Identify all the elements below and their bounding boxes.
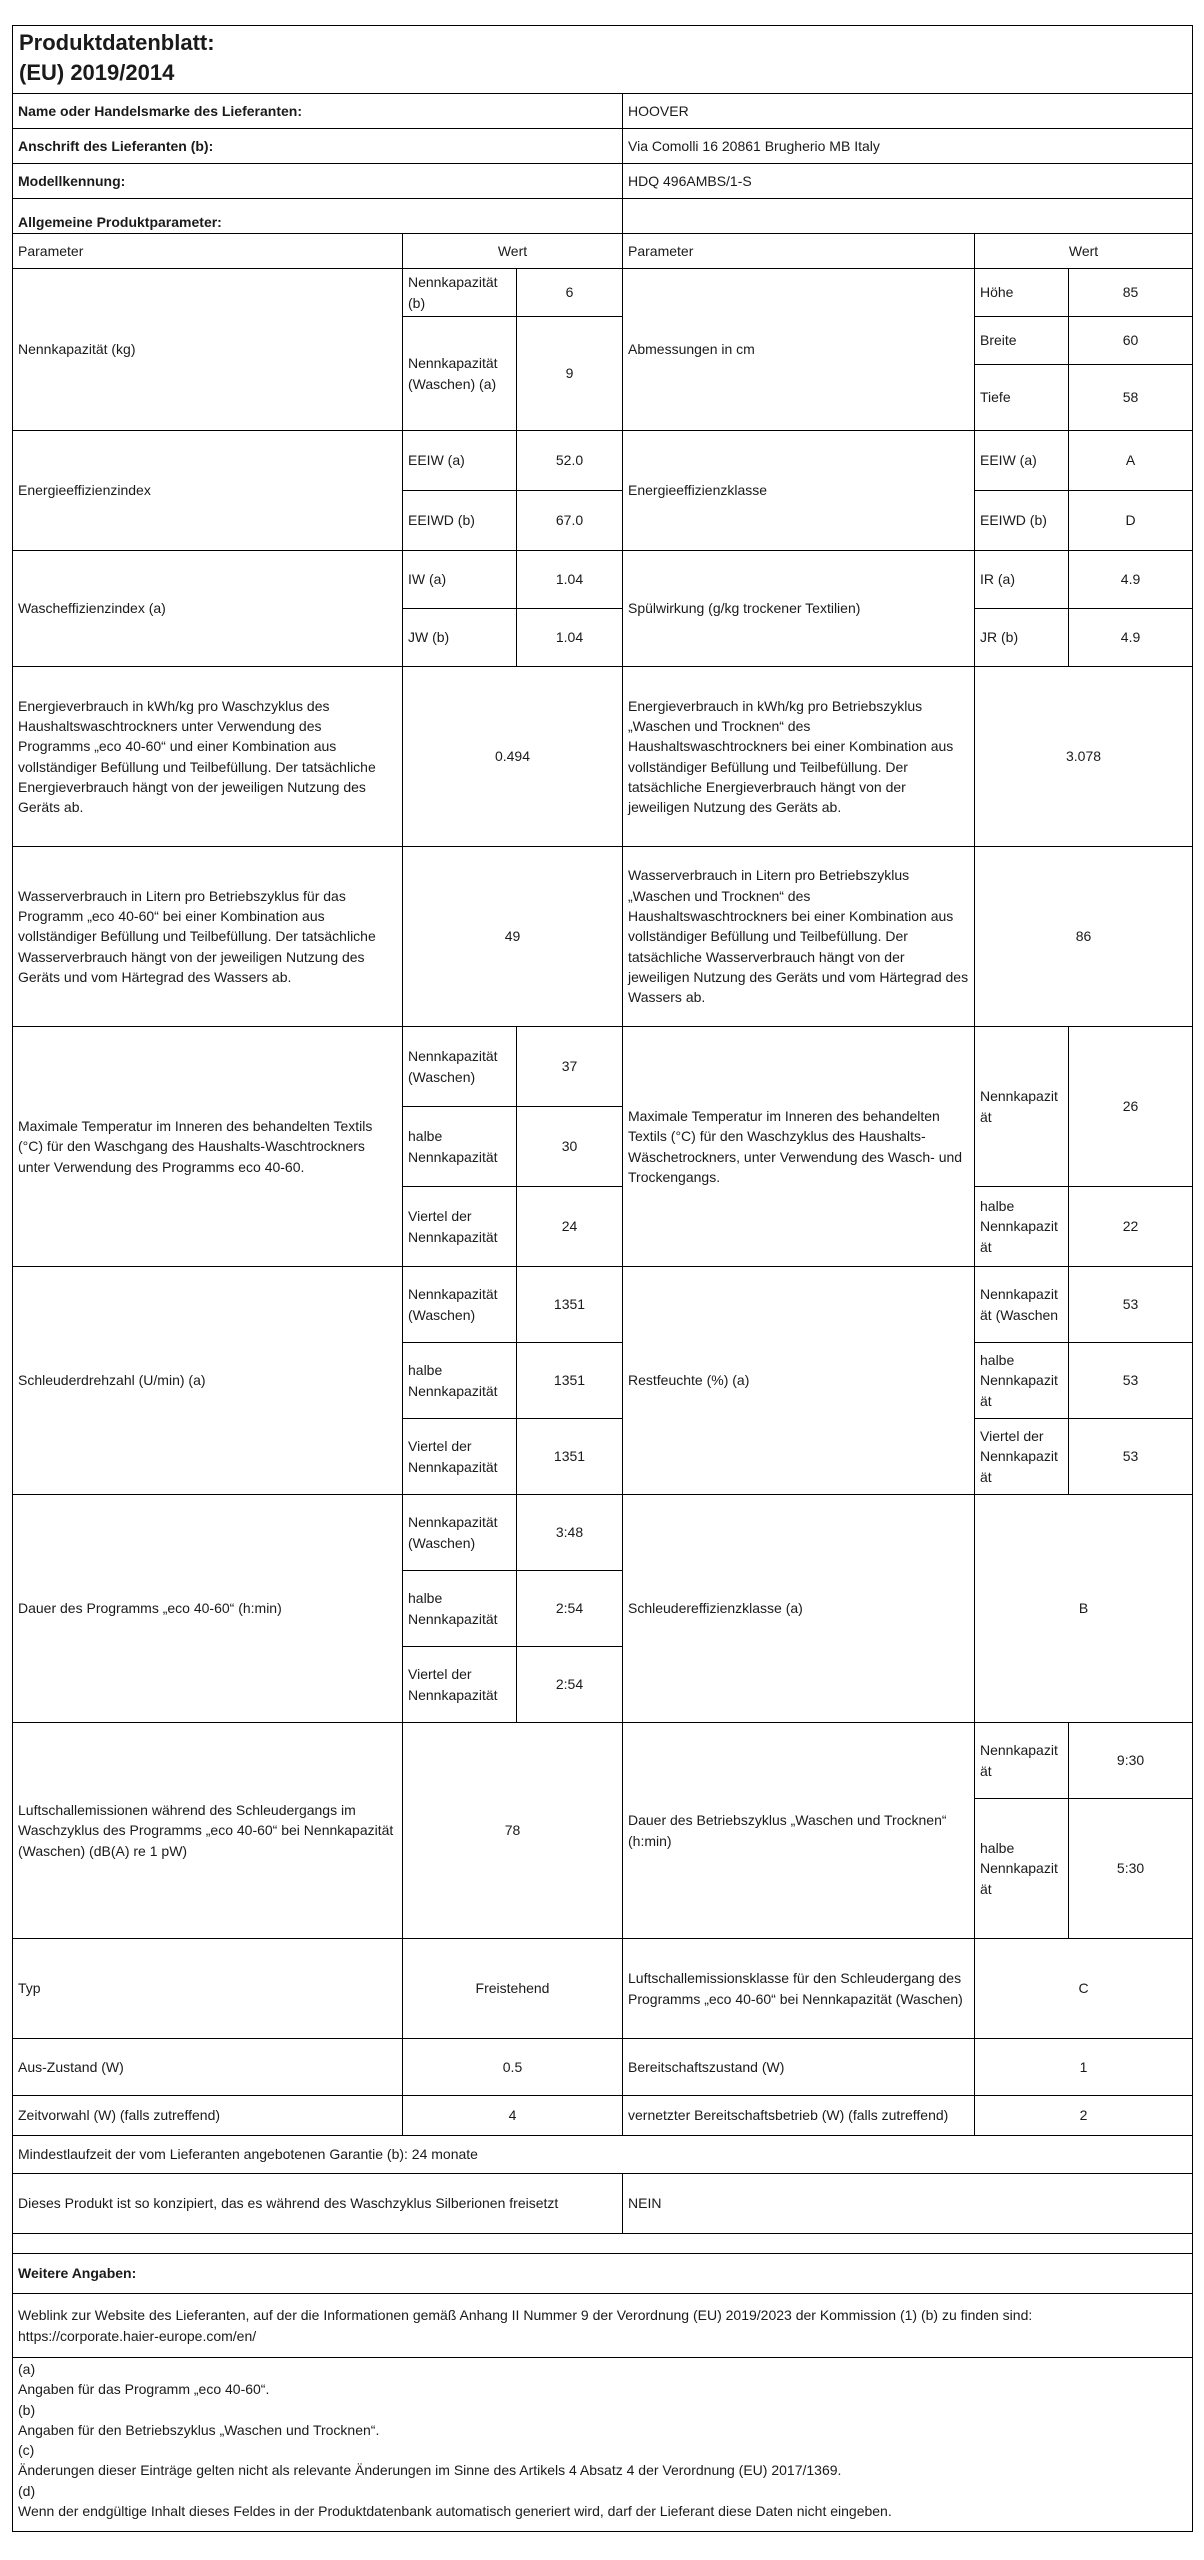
silver-ions-label: Dieses Produkt ist so konzipiert, das es während des Waschzyklus Silberionen freisetzt [13, 2174, 623, 2234]
washdry-duration-half-value: 5:30 [1069, 1799, 1193, 1939]
wash-efficiency-label: Wascheffizienzindex (a) [13, 551, 403, 667]
spin-speed-label: Schleuderdrehzahl (U/min) (a) [13, 1267, 403, 1495]
supplier-name-value: HOOVER [623, 94, 1193, 129]
ir-label: IR (a) [975, 551, 1069, 609]
type-value: Freistehend [403, 1939, 623, 2039]
max-temp-wash-quarter-label: Viertel der Nennkapazität [403, 1187, 517, 1267]
moisture-quarter-value: 53 [1069, 1419, 1193, 1495]
capacity-dry-value: 6 [517, 269, 623, 317]
residual-moisture-label: Restfeuchte (%) (a) [623, 1267, 975, 1495]
product-data-sheet [12, 25, 1192, 2532]
header-parameter-left: Parameter [13, 234, 403, 269]
footnote-d-text: Wenn der endgültige Inhalt dieses Feldes in der Produktdatenbank automatisch generiert wird, darf der Lieferant diese Daten nicht eingeben. [18, 2503, 892, 2520]
footnote-a-marker: (a) [18, 2361, 36, 2377]
capacity-label: Nennkapazität (kg) [13, 269, 403, 431]
capacity-wash-label: Nennkapazität (Waschen) (a) [403, 317, 517, 431]
energy-consumption-wash-label: Energieverbrauch in kWh/kg pro Waschzyklus des Haushaltswaschtrockners unter Verwendung des Programms „eco 40-60“ und einer Kombination aus vollständiger Befüllung und Teilbefüllung. Der tatsächliche Energieverbrauch hängt von der jeweiligen Nutzung des Geräts ab. [13, 667, 403, 847]
water-consumption-washdry-value: 86 [975, 847, 1193, 1027]
product-data-table [12, 25, 1193, 2532]
footnote-d-marker: (d) [18, 2482, 36, 2499]
max-temp-wash-label: Maximale Temperatur im Inneren des behandelten Textils (°C) für den Waschgang des Haushalts-Waschtrockners unter Verwendung des Programms eco 40-60. [13, 1027, 403, 1267]
spin-half-label: halbe Nennkapazität [403, 1343, 517, 1419]
off-mode-value: 0.5 [403, 2039, 623, 2096]
eei-label: Energieeffizienzindex [13, 431, 403, 551]
footnote-a-text: Angaben für das Programm „eco 40-60“. [18, 2381, 270, 2398]
rinse-label: Spülwirkung (g/kg trockener Textilien) [623, 551, 975, 667]
delay-start-value: 4 [403, 2096, 623, 2136]
washdry-duration-label: Dauer des Betriebszyklus „Waschen und Trocknen“ (h:min) [623, 1723, 975, 1939]
energy-consumption-washdry-label: Energieverbrauch in kWh/kg pro Betriebszyklus „Waschen und Trocknen“ des Haushaltswaschtrockners bei einer Kombination aus vollständiger Befüllung und Teilbefüllung. Der tatsächliche Energieverbrauch hängt von der jeweiligen Nutzung des Geräts ab. [623, 667, 975, 847]
energy-class-w-value: A [1069, 431, 1193, 491]
water-consumption-wash-label: Wasserverbrauch in Litern pro Betriebszyklus für das Programm „eco 40-60“ bei einer Kombination aus vollständiger Befüllung und Teilbefüllung. Der tatsächliche Wasserverbrauch hängt von der jeweiligen Nutzung des Geräts und vom Härtegrad des Wassers ab. [13, 847, 403, 1027]
max-temp-wash-full-value: 37 [517, 1027, 623, 1107]
supplier-name-label: Name oder Handelsmarke des Lieferanten: [13, 94, 623, 129]
duration-quarter-value: 2:54 [517, 1647, 623, 1723]
noise-class-label: Luftschallemissionsklasse für den Schleudergang des Programms „eco 40-60“ bei Nennkapazität (Waschen) [623, 1939, 975, 2039]
networked-standby-label: vernetzter Bereitschaftsbetrieb (W) (falls zutreffend) [623, 2096, 975, 2136]
water-consumption-wash-value: 49 [403, 847, 623, 1027]
eeiw-label: EEIW (a) [403, 431, 517, 491]
off-mode-label: Aus-Zustand (W) [13, 2039, 403, 2096]
energy-class-wd-label: EEIWD (b) [975, 491, 1069, 551]
spin-efficiency-value: B [975, 1495, 1193, 1723]
footnote-b-marker: (b) [18, 2401, 36, 2418]
noise-emission-label: Luftschallemissionen während des Schleudergangs im Waschzyklus des Programms „eco 40-60“ bei Nennkapazität (Waschen) (dB(A) re 1 pW) [13, 1723, 403, 1939]
spin-half-value: 1351 [517, 1343, 623, 1419]
header-parameter-right: Parameter [623, 234, 975, 269]
duration-quarter-label: Viertel der Nennkapazität [403, 1647, 517, 1723]
depth-value: 58 [1069, 365, 1193, 431]
moisture-quarter-label: Viertel der Nennkapazit ät [975, 1419, 1069, 1495]
footnote-b-text: Angaben für den Betriebszyklus „Waschen und Trocknen“. [18, 2421, 380, 2438]
washdry-duration-half-label: halbe Nennkapazit ät [975, 1799, 1069, 1939]
max-temp-washdry-full-label: Nennkapazit ät [975, 1027, 1069, 1187]
ir-value: 4.9 [1069, 551, 1193, 609]
general-parameters-blank [623, 199, 1193, 234]
standby-value: 1 [975, 2039, 1193, 2096]
depth-label: Tiefe [975, 365, 1069, 431]
footnotes [13, 2358, 1193, 2532]
jr-label: JR (b) [975, 609, 1069, 667]
capacity-wash-value: 9 [517, 317, 623, 431]
spacer-row [13, 2234, 1193, 2254]
capacity-dry-label: Nennkapazität (b) [403, 269, 517, 317]
moisture-full-value: 53 [1069, 1267, 1193, 1343]
jr-value: 4.9 [1069, 609, 1193, 667]
eeiwd-value: 67.0 [517, 491, 623, 551]
title-line-1: Produktdatenblatt: [19, 30, 215, 55]
duration-half-label: halbe Nennkapazität [403, 1571, 517, 1647]
header-value-right: Wert [975, 234, 1193, 269]
iw-value: 1.04 [517, 551, 623, 609]
moisture-full-label: Nennkapazit ät (Waschen [975, 1267, 1069, 1343]
type-label: Typ [13, 1939, 403, 2039]
header-value-left: Wert [403, 234, 623, 269]
water-consumption-washdry-label: Wasserverbrauch in Litern pro Betriebszyklus „Waschen und Trocknen“ des Haushaltswaschtrockners bei einer Kombination aus vollständiger Befüllung und Teilbefüllung. Der tatsächliche Wasserverbrauch hängt von der jeweiligen Nutzung des Geräts und vom Härtegrad des Wassers ab. [623, 847, 975, 1027]
spin-full-value: 1351 [517, 1267, 623, 1343]
jw-value: 1.04 [517, 609, 623, 667]
max-temp-washdry-half-value: 22 [1069, 1187, 1193, 1267]
max-temp-washdry-full-value: 26 [1069, 1027, 1193, 1187]
noise-emission-value: 78 [403, 1723, 623, 1939]
max-temp-wash-quarter-value: 24 [517, 1187, 623, 1267]
warranty-text: Mindestlaufzeit der vom Lieferanten angebotenen Garantie (b): 24 monate [13, 2136, 1193, 2174]
footnote-c-text: Änderungen dieser Einträge gelten nicht als relevante Änderungen im Sinne des Artikels 4 Absatz 4 der Verordnung (EU) 2017/1369. [18, 2462, 842, 2479]
supplier-address-value: Via Comolli 16 20861 Brugherio MB Italy [623, 129, 1193, 164]
further-info-label: Weitere Angaben: [13, 2254, 1193, 2294]
silver-ions-value: NEIN [623, 2174, 1193, 2234]
jw-label: JW (b) [403, 609, 517, 667]
weblink-cell [13, 2294, 1193, 2358]
delay-start-label: Zeitvorwahl (W) (falls zutreffend) [13, 2096, 403, 2136]
noise-class-value: C [975, 1939, 1193, 2039]
spin-quarter-label: Viertel der Nennkapazität [403, 1419, 517, 1495]
width-label: Breite [975, 317, 1069, 365]
programme-duration-label: Dauer des Programms „eco 40-60“ (h:min) [13, 1495, 403, 1723]
dimensions-label: Abmessungen in cm [623, 269, 975, 431]
washdry-duration-full-label: Nennkapazit ät [975, 1723, 1069, 1799]
general-parameters-label: Allgemeine Produktparameter: [13, 199, 623, 234]
supplier-address-label: Anschrift des Lieferanten (b): [13, 129, 623, 164]
networked-standby-value: 2 [975, 2096, 1193, 2136]
eeiw-value: 52.0 [517, 431, 623, 491]
max-temp-washdry-half-label: halbe Nennkapazit ät [975, 1187, 1069, 1267]
sheet-title [13, 26, 1193, 94]
title-line-2: (EU) 2019/2014 [19, 59, 175, 85]
eeiwd-label: EEIWD (b) [403, 491, 517, 551]
duration-full-value: 3:48 [517, 1495, 623, 1571]
washdry-duration-full-value: 9:30 [1069, 1723, 1193, 1799]
energy-consumption-washdry-value: 3.078 [975, 667, 1193, 847]
max-temp-wash-half-value: 30 [517, 1107, 623, 1187]
spin-full-label: Nennkapazität (Waschen) [403, 1267, 517, 1343]
max-temp-washdry-label: Maximale Temperatur im Inneren des behandelten Textils (°C) für den Waschzyklus des Haushalts-Wäschetrockners, unter Verwendung des Wasch- und Trockengangs. [623, 1027, 975, 1267]
energy-class-w-label: EEIW (a) [975, 431, 1069, 491]
footnote-c-marker: (c) [18, 2442, 35, 2459]
model-value: HDQ 496AMBS/1-S [623, 164, 1193, 199]
moisture-half-value: 53 [1069, 1343, 1193, 1419]
energy-class-label: Energieeffizienzklasse [623, 431, 975, 551]
moisture-half-label: halbe Nennkapazit ät [975, 1343, 1069, 1419]
max-temp-wash-half-label: halbe Nennkapazität [403, 1107, 517, 1187]
height-value: 85 [1069, 269, 1193, 317]
standby-label: Bereitschaftszustand (W) [623, 2039, 975, 2096]
model-label: Modellkennung: [13, 164, 623, 199]
weblink-url[interactable]: https://corporate.haier-europe.com/en/ [18, 2327, 257, 2344]
duration-half-value: 2:54 [517, 1571, 623, 1647]
width-value: 60 [1069, 317, 1193, 365]
max-temp-wash-full-label: Nennkapazität (Waschen) [403, 1027, 517, 1107]
height-label: Höhe [975, 269, 1069, 317]
energy-consumption-wash-value: 0.494 [403, 667, 623, 847]
spin-quarter-value: 1351 [517, 1419, 623, 1495]
spin-efficiency-label: Schleudereffizienzklasse (a) [623, 1495, 975, 1723]
duration-full-label: Nennkapazität (Waschen) [403, 1495, 517, 1571]
iw-label: IW (a) [403, 551, 517, 609]
weblink-text: Weblink zur Website des Lieferanten, auf der die Informationen gemäß Anhang II Nummer 9 der Verordnung (EU) 2019/2023 der Kommission (1) (b) zu finden sind: [18, 2307, 1033, 2324]
energy-class-wd-value: D [1069, 491, 1193, 551]
